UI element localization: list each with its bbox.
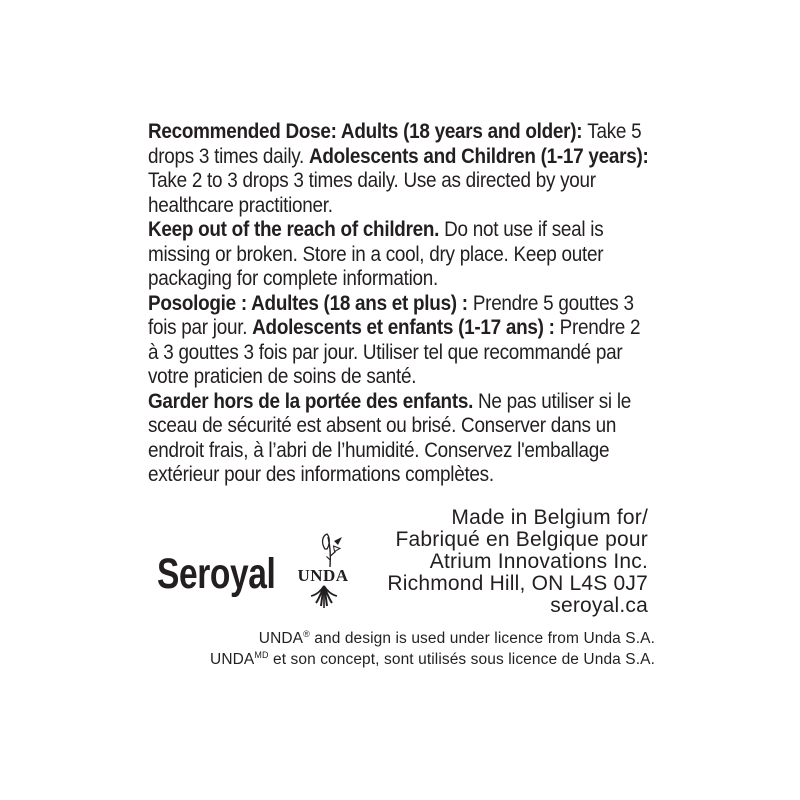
label-text-line: drops 3 times daily. Adolescents and Children (1-17 years):	[148, 144, 649, 168]
address-line: Made in Belgium for/	[451, 506, 648, 529]
address-line: Fabriqué en Belgique pour	[395, 528, 648, 551]
address-line: Richmond Hill, ON L4S 0J7	[387, 572, 648, 595]
unda-wordmark: UNDA	[297, 566, 349, 585]
address-line: seroyal.ca	[550, 594, 648, 617]
label-text-line: healthcare practitioner.	[148, 193, 333, 217]
label-text-line: à 3 gouttes 3 fois par jour. Utiliser tel que recommandé par	[148, 340, 623, 364]
label-text-line: Recommended Dose: Adults (18 years and older): Take 5	[148, 120, 642, 143]
label-text-line: Garder hors de la portée des enfants. Ne pas utiliser si le	[148, 389, 631, 413]
address-line: Atrium Innovations Inc.	[429, 550, 648, 573]
unda-plant-top-icon	[315, 533, 345, 569]
label-text-line: votre praticien de soins de santé.	[148, 365, 417, 388]
label-text-line: missing or broken. Store in a cool, dry place. Keep outer	[148, 242, 604, 266]
manufacturer-address	[387, 507, 648, 617]
label-text-line: sceau de sécurité est absent ou brisé. Conserver dans un	[148, 414, 617, 437]
label-text-line: packaging for complete information.	[148, 267, 438, 290]
label-text-line: fois par jour. Adolescents et enfants (1-17 ans) : Prendre 2	[148, 316, 641, 339]
label-text-line: Posologie : Adultes (18 ans et plus) : Prendre 5 gouttes 3	[148, 291, 634, 315]
seroyal-logo: Seroyal	[157, 550, 276, 598]
unda-logo	[293, 533, 353, 610]
label-text-line: Keep out of the reach of children. Do not use if seal is	[148, 218, 604, 241]
licence-line: UNDA® and design is used under licence from Unda S.A.	[258, 628, 655, 647]
licence-line: $UNDA^{MD}$ et son concept, sont utilisés sous licence de Unda S.A.	[210, 649, 655, 668]
label-text-line: extérieur pour des informations complètes.	[148, 463, 494, 486]
unda-plant-bottom-icon	[309, 584, 339, 610]
label-text-line: Take 2 to 3 drops 3 times daily. Use as directed by your	[148, 169, 596, 192]
licence-notice	[210, 628, 655, 670]
label-text-line: endroit frais, à l’abri de l’humidité. Conservez l'emballage	[148, 438, 610, 462]
dosage-and-warnings-text	[148, 120, 670, 488]
